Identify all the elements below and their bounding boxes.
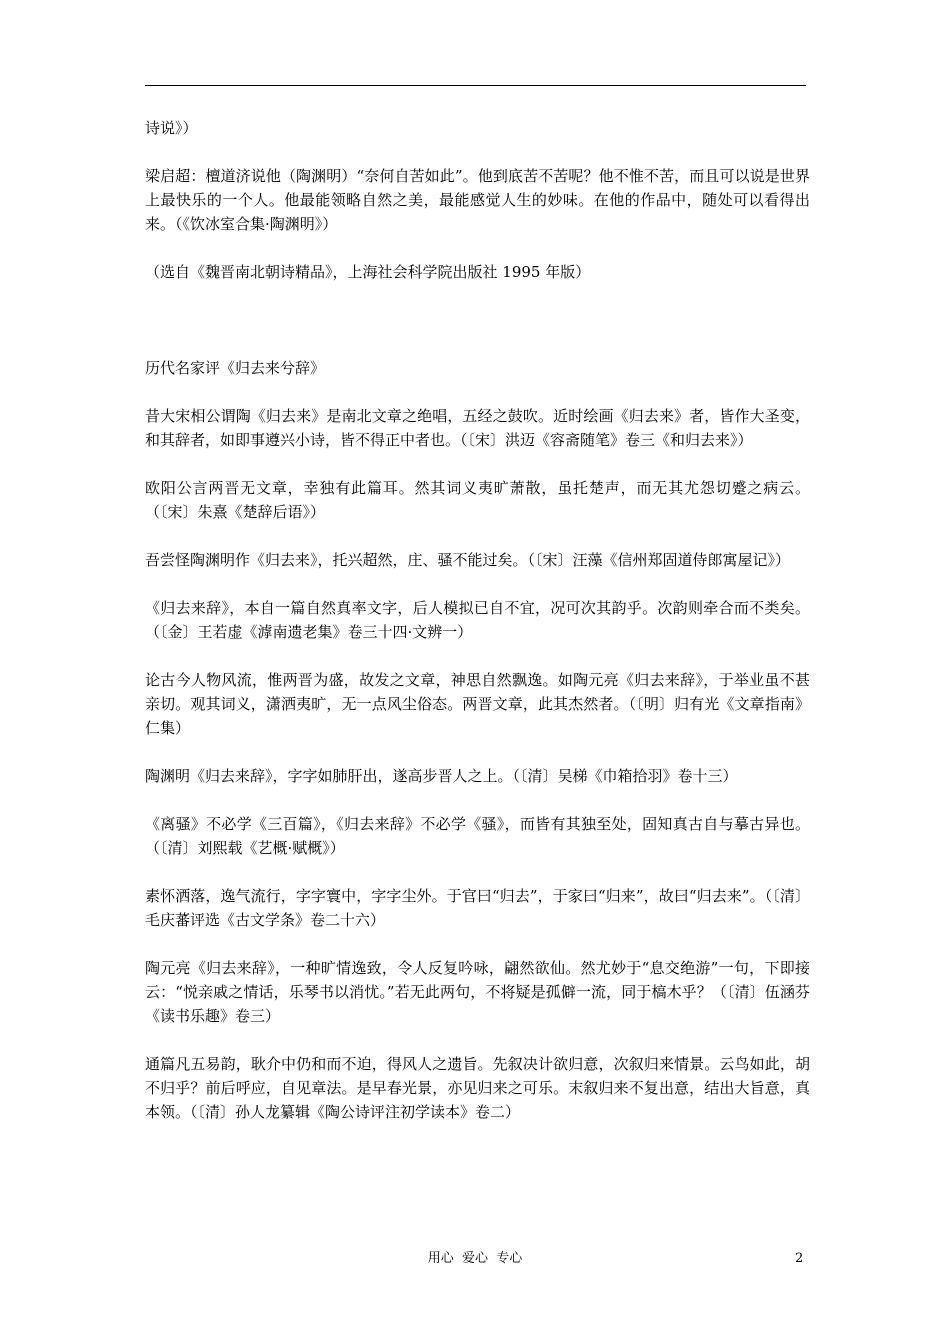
section-spacer [145,308,810,356]
paragraph-comment-10: 通篇凡五易韵，耿介中仍和而不迫，得风人之遗旨。先叙决计欲归意，次叙归来情景。云鸟如此，胡不归乎？前后呼应，自见章法。是早春光景，亦见归来之可乐。末叙归来不复出意，结出大旨意，真本领。（〔清〕孙人龙纂辑《陶公诗评注初学读本》卷二） [145,1055,810,1121]
page-number: 2 [795,1251,804,1266]
paragraph-comment-2: 欧阳公言两晋无文章，幸独有此篇耳。然其词义夷旷萧散，虽托楚声，而无其尤怨切蹙之病云。（〔宋〕朱熹《楚辞后语》） [145,479,810,521]
section-title: 历代名家评《归去来兮辞》 [145,359,326,377]
paragraph-comment-6: 陶渊明《归去来辞》，字字如肺肝出，遂高步晋人之上。（〔清〕吴梯《巾箱拾羽》卷十三） [145,767,738,785]
paragraph-comment-1: 昔大宋相公谓陶《归去来》是南北文章之绝唱，五经之鼓吹。近时绘画《归去来》者，皆作大圣变，和其辞者，如即事遵兴小诗，皆不得正中者也。（〔宋〕洪迈《容斋随笔》卷三《和归去来》） [145,407,810,449]
paragraph-comment-4: 《归去来辞》，本自一篇自然真率文字，后人模拟已自不宜，况可次其韵乎。次韵则牵合而不类矣。（〔金〕王若虚《滹南遗老集》卷三十四·文辨一） [145,599,810,641]
document-body [145,116,810,1148]
paragraph-comment-3: 吾尝怪陶渊明作《归去来》，托兴超然，庄、骚不能过矣。（〔宋〕汪藻《信州郑固道侍郎寓屋记》） [145,551,791,569]
paragraph-source-note: （选自《魏晋南北朝诗精品》，上海社会科学院出版社 1995 年版） [145,263,591,281]
paragraph-comment-7: 《离骚》不必学《三百篇》，《归去来辞》不必学《骚》，而皆有其独至处，固知真古自与摹古异也。（〔清〕刘熙载《艺概·赋概》） [145,815,810,857]
paragraph-comment-9: 陶元亮《归去来辞》，一种旷情逸致，令人反复吟咏，翩然欲仙。然尤妙于“息交绝游”一句，下即接云：“悦亲戚之情话，乐琴书以消忧。”若无此两句，不将疑是孤僻一流，同于槁木乎？（〔清〕伍涵芬《读书乐趣》卷三） [145,959,810,1025]
paragraph-comment-8: 素怀洒落，逸气流行，字字寰中，字字尘外。于官曰“归去”，于家曰“归来”，故曰“归去来”。（〔清〕毛庆蕃评选《古文学条》卷二十六） [145,887,810,929]
footer-motto: 用心 爱心 专心 [427,1251,523,1266]
header-rule [145,85,806,86]
paragraph-continuation: 诗说》） [145,119,198,137]
paragraph-comment-5: 论古今人物风流，惟两晋为盛，故发之文章，神思自然飘逸。如陶元亮《归去来辞》，于举业虽不甚亲切。观其词义，潇洒夷旷，无一点风尘俗态。两晋文章，此其杰然者。（〔明〕归有光《文章指南》仁集） [145,671,810,737]
paragraph-liang-qichao: 梁启超：檀道济说他（陶渊明）“奈何自苦如此”。他到底苦不苦呢？他不惟不苦，而且可以说是世界上最快乐的一个人。他最能领略自然之美，最能感觉人生的妙味。在他的作品中，随处可以看得出来。（《饮冰室合集·陶渊明》） [145,167,810,233]
